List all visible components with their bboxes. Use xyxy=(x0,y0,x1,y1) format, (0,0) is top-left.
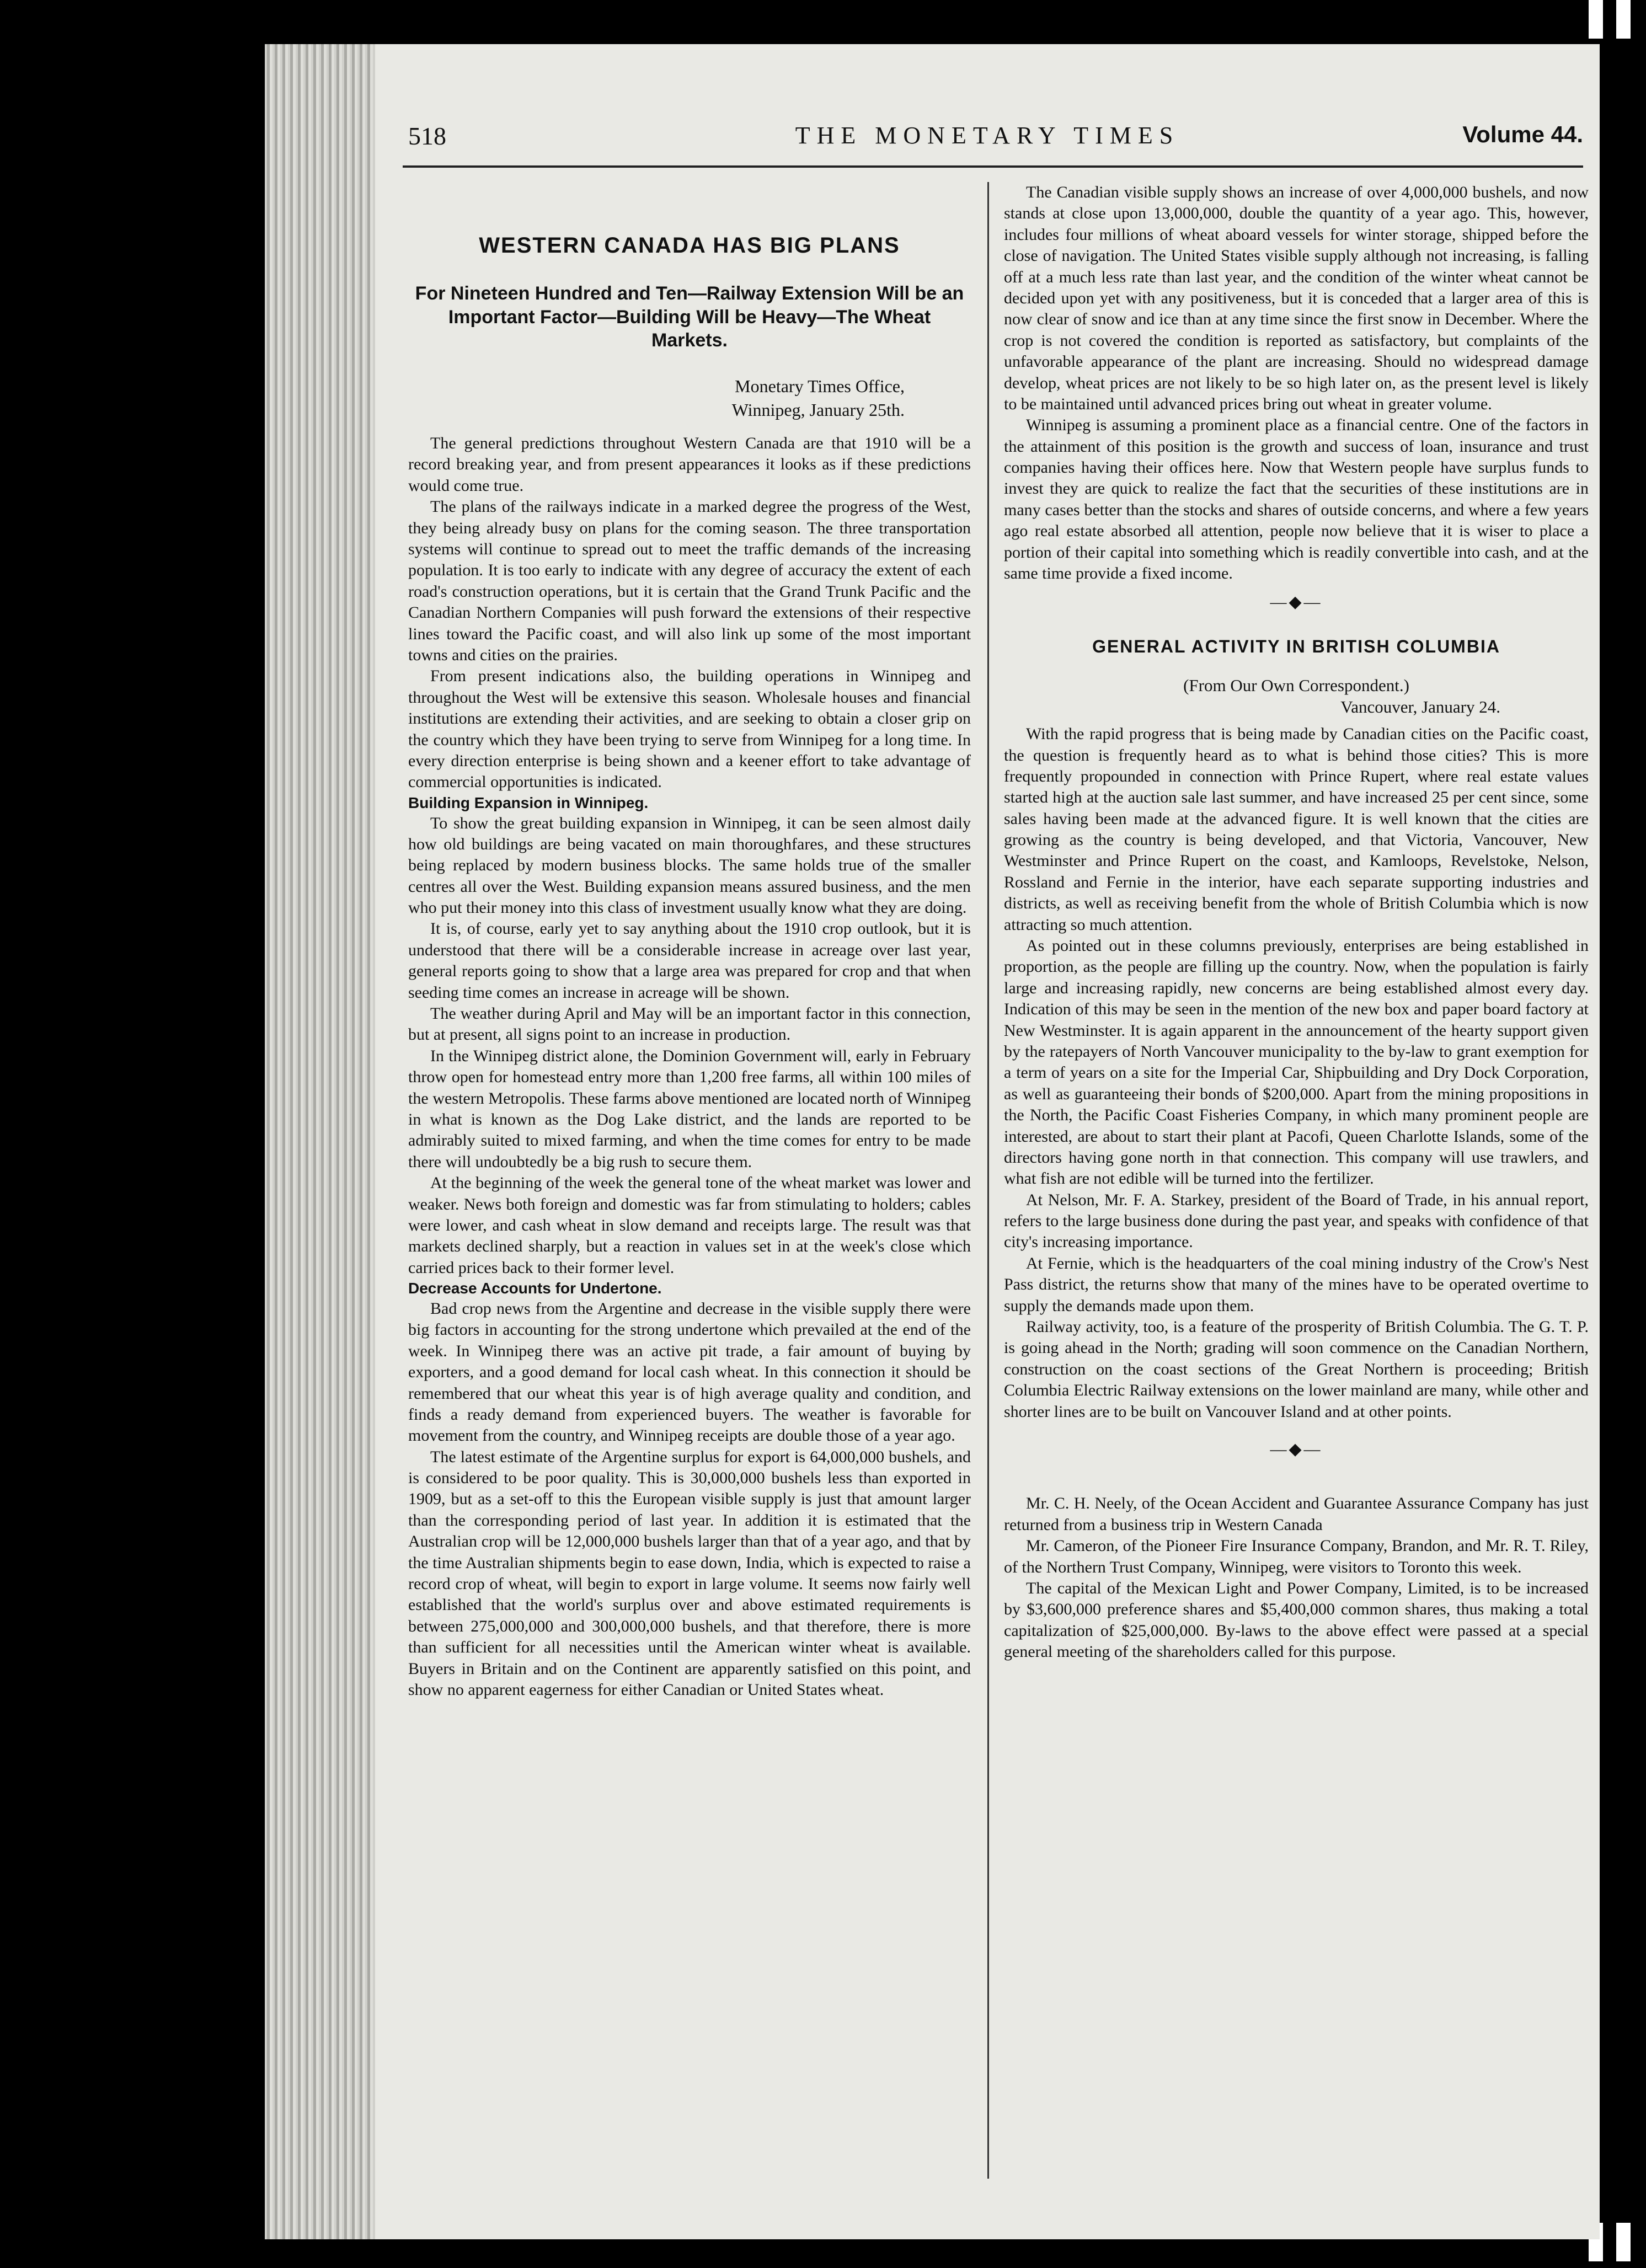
paragraph: The plans of the railways indicate in a marked degree the progress of the West, they being already busy on plans for the coming season. The three transportation systems will continue to spread out to meet the traffic demands of the increasing population. It is too early to indicate with any degree of accuracy the extent of each road's construction operations, but it is certain that the Grand Trunk Pacific and the Canadian Northern Companies will push forward the extensions of their respective lines toward the Pacific coast, and will also link up some of the most important towns and cities on the prairies. xyxy=(408,498,971,664)
column-divider xyxy=(987,182,989,2179)
film-perforation-mark xyxy=(1589,0,1603,39)
dateline-date: Winnipeg, January 25th. xyxy=(731,399,905,420)
paragraph: Mr. Cameron, of the Pioneer Fire Insurance Company, Brandon, and Mr. R. T. Riley, of the Northern Trust Company, Winnipeg, were visitors to Toronto this week. xyxy=(1004,1537,1589,1576)
ornament-divider: —◆— xyxy=(1270,1440,1323,1458)
byline: (From Our Own Correspondent.) xyxy=(1183,675,1409,695)
page-number: 518 xyxy=(408,122,446,150)
paragraph: Mr. C. H. Neely, of the Ocean Accident and Guarantee Assurance Company has just returned from a business trip in Western Canada xyxy=(1004,1494,1589,1534)
paragraph: At the beginning of the week the general tone of the wheat market was lower and weaker. News both foreign and domestic was far from stimulating to holders; cables were lower, and cash wheat in slow demand and receipts large. The result was that markets declined sharply, but a reaction in values set in at the week's close which carried prices back to their former level. xyxy=(408,1174,971,1277)
running-head xyxy=(392,121,1583,165)
paragraph: It is, of course, early yet to say anything about the 1910 crop outlook, but it is understood that there will be a considerable increase in acreage over last year, general reports going to show that a large area was prepared for crop and that when seeding time comes an increase in acreage will be shown. xyxy=(408,919,971,1002)
dateline-office: Monetary Times Office, xyxy=(735,376,905,396)
paragraph: At Fernie, which is the headquarters of the coal mining industry of the Crow's Nest Pass district, the returns show that many of the mines have to be operated overtime to supply the demands made upon them. xyxy=(1004,1254,1589,1315)
paragraph: Bad crop news from the Argentine and decrease in the visible supply there were big factors in accounting for the strong undertone which prevailed at the end of the week. In Winnipeg there was an active pit trade, a fair amount of buying by exporters, and a good demand for local cash wheat. In this connection it should be remembered that our wheat this year is of high average quality and condition, and finds a ready demand from experienced buyers. The weather is favorable for movement from the country, and Winnipeg receipts are double those of a year ago. xyxy=(408,1299,971,1445)
volume-label: Volume 44. xyxy=(1462,121,1583,147)
paragraph: From present indications also, the building operations in Winnipeg and throughout the West will be extensive this season. Wholesale houses and financial institutions are extending their activities, and are seeking to obtain a closer grip on the country which they have been trying to serve from Winnipeg for a long time. In every direction enterprise is being shown and a keener effort to take advantage of commercial opportunities is indicated. xyxy=(408,667,971,791)
article-headline: WESTERN CANADA HAS BIG PLANS xyxy=(479,233,900,258)
film-perforation-mark xyxy=(1616,0,1631,39)
paragraph: Railway activity, too, is a feature of the prosperity of British Columbia. The G. T. P. is going ahead in the North; grading will soon commence on the Canadian Northern, construction on the coast sections of the Great Northern is proceeding; British Columbia Electric Railway extensions on the lower mainland are many, while other and shorter lines are to be built on Vancouver Island and at other points. xyxy=(1004,1318,1589,1421)
paragraph: The Canadian visible supply shows an increase of over 4,000,000 bushels, and now stands at close upon 13,000,000, double the quantity of a year ago. This, however, includes four millions of wheat aboard vessels for winter storage, shipped before the close of navigation. The United States visible supply although not increasing, is falling off at a much less rate than last year, and the condition of the winter wheat cannot be decided upon yet with any positiveness, but it is conceded that a larger area of this is now clear of snow and ice than at any time since the first snow in December. Where the crop is not covered the condition is reported as satisfactory, but complaints of the unfavorable appearance of the plant are increasing. Should no widespread damage develop, wheat prices are not likely to be so high later on, as the present level is likely to be maintained until advanced prices bring out wheat in greater volume. xyxy=(1004,183,1589,413)
article-headline-bc: GENERAL ACTIVITY IN BRITISH COLUMBIA xyxy=(1092,636,1500,656)
paragraph: Winnipeg is assuming a prominent place as a financial centre. One of the factors in the attainment of this position is the growth and success of loan, insurance and trust companies having their offices here. Now that Western people have surplus funds to invest they are quick to realize the fact that the securities of these institutions are in many cases better than the stocks and shares of outside concerns, and where a few years ago real estate absorbed all attention, people now believe that it is wiser to place a portion of their capital into something which is readily convertible into cash, and at the same time provide a fixed income. xyxy=(1004,416,1589,583)
paragraph: The general predictions throughout Western Canada are that 1910 will be a record breaking year, and from present appearances it looks as if these predictions would come true. xyxy=(408,434,971,495)
ornament-divider: —◆— xyxy=(1270,593,1323,612)
newspaper-page xyxy=(265,44,1600,2239)
paragraph: At Nelson, Mr. F. A. Starkey, president of the Board of Trade, in his annual report, refers to the large business done during the past year, and speaks with confidence of that city's increasing importance. xyxy=(1004,1190,1589,1251)
paragraph: The weather during April and May will be an important factor in this connection, but at present, all signs point to an increase in production. xyxy=(408,1004,971,1044)
paragraph: The latest estimate of the Argentine surplus for export is 64,000,000 bushels, and is considered to be poor quality. This is 30,000,000 bushels less than exported in 1909, but as a set-off to this the European visible supply is just that amount larger than the corresponding period of last year. In addition it is estimated that the Australian crop will be 12,000,000 bushels larger than that of a year ago, and that by the time Australian shipments begin to ease down, India, which is expected to raise a record crop of wheat, will begin to export in large volume. It seems now fairly well established that the world's surplus over and above estimated requirements is between 275,000,000 and 300,000,000 bushels, and that therefore, there is more than sufficient for all necessities until the American winter wheat is available. Buyers in Britain and on the Continent are apparently satisfied on this point, and show no apparent eagerness for either Canadian or United States wheat. xyxy=(408,1447,971,1699)
masthead: THE MONETARY TIMES xyxy=(795,122,1180,149)
paragraph: As pointed out in these columns previously, enterprises are being established in proportion, as the people are filling up the country. Now, when the population is fairly large and increasing rapidly, new concerns are being established almost every day. Indication of this may be seen in the mention of the new box and paper board factory at New Westminster. It is again apparent in the announcement of the hearty support given by the ratepayers of North Vancouver municipality to the by-law to grant exemption for a term of years on a site for the Imperial Car, Shipbuilding and Dry Dock Corporation, as well as guaranteeing their bonds of $200,000. Apart from the mining propositions in the North, the Pacific Coast Fisheries Company, in which many prominent people are interested, are about to start their plant at Pacofi, Queen Charlotte Islands, some of the directors having gone north in that connection. This company will use trawlers, and what fish are not edible will be turned into the fertilizer. xyxy=(1004,937,1589,1188)
right-column xyxy=(1004,182,1589,2201)
paragraph: The capital of the Mexican Light and Power Company, Limited, is to be increased by $3,600,000 preference shares and $5,400,000 common shares, thus making a total capitalization of $25,000,000. By-laws to the above effect were passed at a special general meeting of the shareholders called for this purpose. xyxy=(1004,1579,1589,1661)
paragraph: With the rapid progress that is being made by Canadian cities on the Pacific coast, the question is frequently heard as to what is behind those cities? This is more frequently propounded in connection with Prince Rupert, where real estate values started high at the auction sale last summer, and have increased 25 per cent since, some sales having been made at the advanced figure. It is well known that the cities are growing as the country is being developed, and that Victoria, Vancouver, New Westminster and Prince Rupert on the coast, and Kamloops, Revelstoke, Nelson, Rossland and Fernie in the interior, have each separate supporting industries and districts, as well as receiving benefit from the whole of British Columbia which is now attracting so much attention. xyxy=(1004,725,1589,934)
paragraph: In the Winnipeg district alone, the Dominion Government will, early in February throw open for homestead entry more than 1,200 free farms, all within 100 miles of the western Metropolis. These farms above mentioned are located north of Winnipeg in what is known as the Dog Lake district, and the lands are reported to be admirably suited to mixed farming, and when the time comes for entry to be made there will undoubtedly be a big rush to secure them. xyxy=(408,1046,971,1171)
left-column xyxy=(408,182,971,2201)
header-rule xyxy=(403,165,1583,168)
dateline-vancouver: Vancouver, January 24. xyxy=(1340,697,1500,717)
film-perforation-mark xyxy=(1616,2223,1631,2261)
paragraph: To show the great building expansion in Winnipeg, it can be seen almost daily how old buildings are being vacated on main thoroughfares, and these structures being replaced by modern business blocks. The same holds true of the smaller centres all over the West. Building expansion means assured business, and the men who put their money into this class of investment usually know what they are doing. xyxy=(408,814,971,917)
article-deck: For Nineteen Hundred and Ten—Railway Extension Will be an Important Factor—Building Will be Heavy—The Wheat Markets. xyxy=(415,283,964,351)
subhead-decrease-accounts: Decrease Accounts for Undertone. xyxy=(408,1280,662,1297)
binding-gutter xyxy=(265,44,375,2239)
subhead-building-expansion: Building Expansion in Winnipeg. xyxy=(408,794,649,811)
